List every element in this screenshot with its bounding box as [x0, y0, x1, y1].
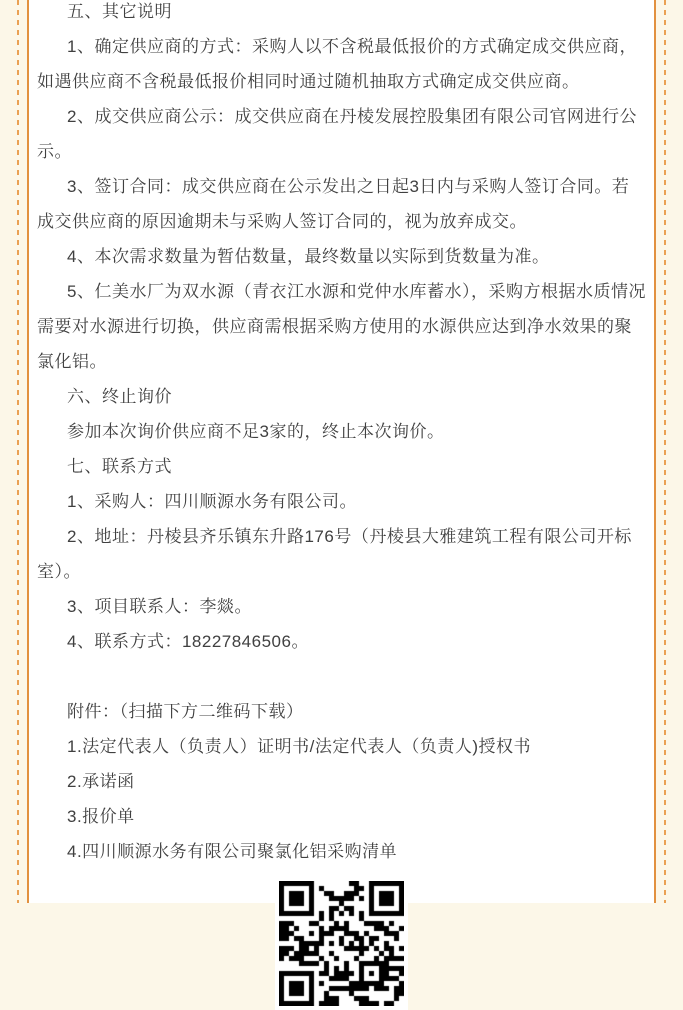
doc-paragraph: 2.承诺函 [67, 772, 135, 791]
doc-paragraph: 1、采购人：四川顺源水务有限公司。 [67, 492, 357, 511]
doc-paragraph: 3、项目联系人：李燚。 [67, 597, 252, 616]
doc-paragraph: 4.四川顺源水务有限公司聚氯化铝采购清单 [67, 842, 398, 861]
document-body [37, 0, 646, 869]
left-dashed-border [17, 0, 19, 903]
qr-code-quiet-zone [275, 877, 408, 1010]
section-heading: 五、其它说明 [67, 2, 172, 21]
section-heading: 六、终止询价 [67, 387, 172, 406]
document-card [27, 0, 656, 903]
qr-code-container [37, 877, 646, 1010]
doc-paragraph: 3.报价单 [67, 807, 135, 826]
doc-paragraph: 2、地址：丹棱县齐乐镇东升路176号（丹棱县大雅建筑工程有限公司开标室）。 [37, 527, 632, 581]
doc-paragraph: 3、签订合同：成交供应商在公示发出之日起3日内与采购人签订合同。若成交供应商的原因逾期未与采购人签订合同的，视为放弃成交。 [37, 177, 630, 231]
doc-paragraph: 1、确定供应商的方式：采购人以不含税最低报价的方式确定成交供应商，如遇供应商不含税最低报价相同时通过随机抽取方式确定成交供应商。 [37, 37, 637, 91]
doc-paragraph: 参加本次询价供应商不足3家的，终止本次询价。 [67, 422, 445, 441]
section-heading: 附件：（扫描下方二维码下载） [67, 702, 304, 721]
qr-code [279, 881, 404, 1006]
doc-paragraph: 4、联系方式：18227846506。 [67, 632, 309, 651]
doc-paragraph: 4、本次需求数量为暂估数量，最终数量以实际到货数量为准。 [67, 247, 550, 266]
doc-paragraph: 1.法定代表人（负责人）证明书/法定代表人（负责人)授权书 [67, 737, 532, 756]
section-heading: 七、联系方式 [67, 457, 172, 476]
right-dashed-border [664, 0, 666, 903]
doc-paragraph: 5、仁美水厂为双水源（青衣江水源和党仲水库蓄水），采购方根据水质情况需要对水源进行切换，供应商需根据采购方使用的水源供应达到净水效果的聚氯化铝。 [37, 282, 646, 371]
doc-paragraph: 2、成交供应商公示：成交供应商在丹棱发展控股集团有限公司官网进行公示。 [37, 107, 637, 161]
